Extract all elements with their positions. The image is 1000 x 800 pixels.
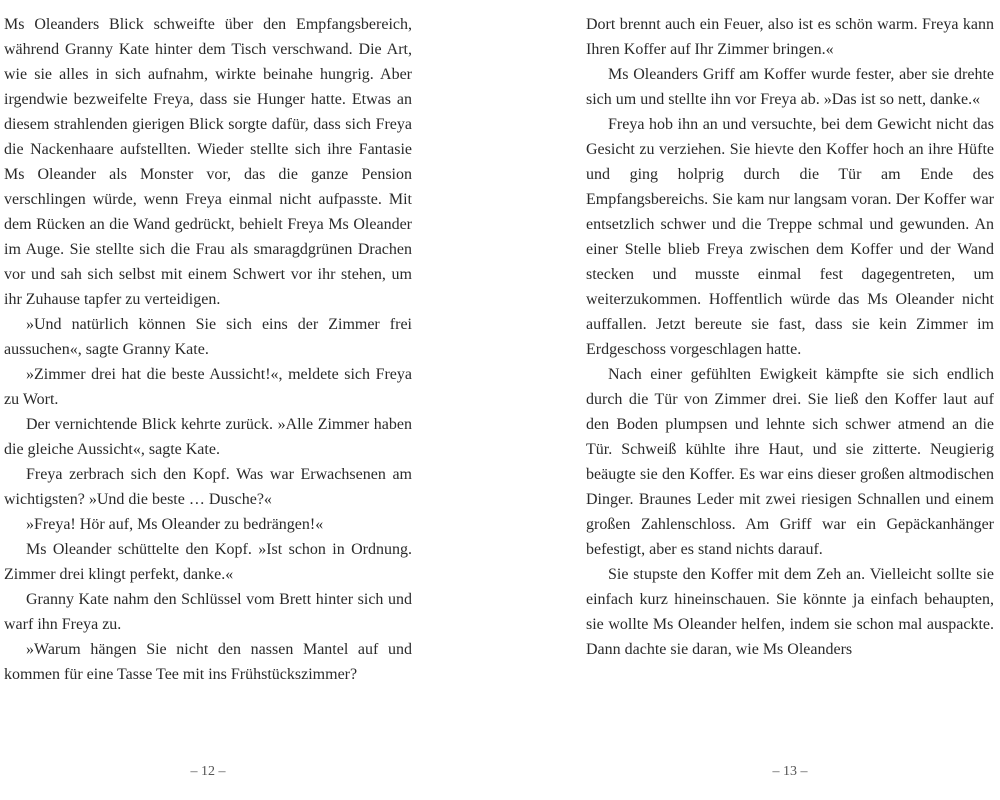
paragraph: Freya zerbrach sich den Kopf. Was war Erwachsenen am wichtigsten? »Und die beste … Dusche?« bbox=[4, 466, 412, 508]
paragraph: Sie stupste den Koffer mit dem Zeh an. Vielleicht sollte sie einfach kurz hineinschauen. Sie könnte ja einfach behaupten, sie wollte Ms Oleander helfen, indem sie schon mal auspackte. Dann dachte sie daran, wie Ms Oleanders bbox=[586, 566, 994, 658]
paragraph: Dort brennt auch ein Feuer, also ist es schön warm. Freya kann Ihren Koffer auf Ihr Zimmer bringen.« bbox=[586, 16, 994, 58]
right-page-text bbox=[586, 12, 994, 662]
page-number-right: – 13 – bbox=[772, 764, 808, 779]
paragraph: Ms Oleanders Blick schweifte über den Empfangsbereich, während Granny Kate hinter dem Tisch verschwand. Die Art, wie sie alles in sich aufnahm, wirkte beinahe hungrig. Aber irgendwie bezweifelte Freya, dass sie Hunger hatte. Etwas an diesem strahlenden gierigen Blick sorgte dafür, dass sich Freya die Nackenhaare aufstellten. Wieder stellte sich ihre Fantasie Ms Oleander als Monster vor, das die ganze Pension verschlingen würde, wenn Freya einmal nicht aufpasste. Mit dem Rücken an die Wand gedrückt, behielt Freya Ms Oleander im Auge. Sie stellte sich die Frau als smaragdgrünen Drachen vor und sah sich selbst mit einem Schwert vor ihr stehen, um ihr Zuhause tapfer zu verteidigen. bbox=[4, 16, 412, 308]
page-number-left: – 12 – bbox=[190, 764, 226, 779]
paragraph: Freya hob ihn an und versuchte, bei dem Gewicht nicht das Gesicht zu verziehen. Sie hievte den Koffer hoch an ihre Hüfte und ging holprig durch die Tür am Ende des Empfangsbereichs. Sie kam nur langsam voran. Der Koffer war entsetzlich schwer und die Treppe schmal und gewunden. An einer Stelle blieb Freya zwischen dem Koffer und der Wand stecken und musste einmal fest dagegentreten, um weiterzukommen. Hoffentlich würde das Ms Oleander nicht auffallen. Jetzt bereute sie fast, dass sie kein Zimmer im Erdgeschoss vorgeschlagen hatte. bbox=[586, 116, 994, 358]
left-page-text bbox=[4, 12, 412, 687]
paragraph: »Und natürlich können Sie sich eins der Zimmer frei aussuchen«, sagte Granny Kate. bbox=[4, 316, 412, 358]
paragraph: »Freya! Hör auf, Ms Oleander zu bedrängen!« bbox=[26, 516, 324, 533]
paragraph: Granny Kate nahm den Schlüssel vom Brett hinter sich und warf ihn Freya zu. bbox=[4, 591, 412, 633]
paragraph: Der vernichtende Blick kehrte zurück. »Alle Zimmer haben die gleiche Aussicht«, sagte Kate. bbox=[4, 416, 412, 458]
paragraph: Ms Oleander schüttelte den Kopf. »Ist schon in Ordnung. Zimmer drei klingt perfekt, danke.« bbox=[4, 541, 412, 583]
paragraph: »Zimmer drei hat die beste Aussicht!«, meldete sich Freya zu Wort. bbox=[4, 366, 412, 408]
paragraph: »Warum hängen Sie nicht den nassen Mantel auf und kommen für eine Tasse Tee mit ins Frühstückszimmer? bbox=[4, 641, 412, 683]
left-page bbox=[4, 12, 412, 772]
paragraph: Ms Oleanders Griff am Koffer wurde fester, aber sie drehte sich um und stellte ihn vor Freya ab. »Das ist so nett, danke.« bbox=[586, 66, 994, 108]
right-page bbox=[586, 12, 994, 772]
paragraph: Nach einer gefühlten Ewigkeit kämpfte sie sich endlich durch die Tür von Zimmer drei. Sie ließ den Koffer laut auf den Boden plumpsen und lehnte sich schwer atmend an die Tür. Schweiß kühlte ihre Haut, und sie zitterte. Neugierig beäugte sie den Koffer. Es war eins dieser großen altmodischen Dinger. Braunes Leder mit zwei riesigen Schnallen und einem großen Zahlenschloss. Am Griff war ein Gepäckanhänger befestigt, aber es stand nichts darauf. bbox=[586, 366, 994, 558]
